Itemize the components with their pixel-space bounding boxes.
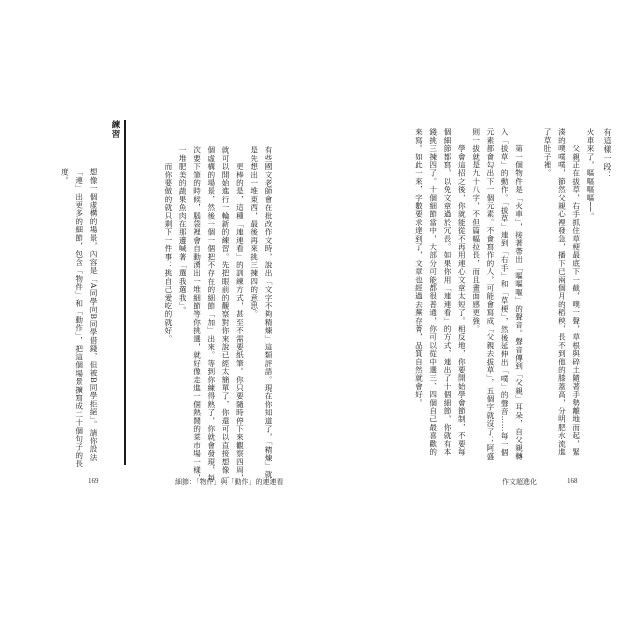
exercise-divider [124, 120, 126, 465]
exercise-text: 想像一個虛構的場景，內容是「A同學向B同學借錢，但被B同學拒絕」。請你設法「連」出更多的細節，包含「物件」和「動作」，把這個場景擴寫成二十個句子的長度。 [60, 168, 98, 468]
left-running-head: 細節：「物件」與「動作」的連連看 [175, 478, 284, 486]
right-page-number: 168 [567, 477, 578, 485]
exercise-heading: 練習 [110, 120, 120, 139]
right-page-lead: 有這樣一段： [603, 128, 612, 180]
left-page-body: 有些國文老師會在批改作文時，說出「文字不夠精煉」這類評語。現在你知道了，「精煉」就是先想出一堆東西，最後再來挑三揀四的意思。 更棒的是，這種「連連看」的訓練方式，甚至不需要紙筆。你只要隨時停下來觀察四周，就可以開始進行一輪新的練習。先把眼前的觀察對你來說已經太簡單了，你還可以直接想像一個虛構的場景，然後一個一個把不存在的細節「加」出來。等到你練得熟了，你就會發現，每次要下筆的時候，腦袋裡會自動湧出一堆細節等你挑選，就好像走進一個熱鬧的菜市場一樣，一堆肥美的蔬果魚肉在那邊喊著「選我選我」。 而你要做的就只剩下一件事：挑自己愛吃的就好。 [163, 146, 273, 483]
left-page-number: 169 [88, 477, 99, 485]
right-page-body: 火車來了，嘔嘔嘔嘔──。 父親正在拔草，右手抓住草梗最底下一截，噗一聲，草根與碎土隨著手勢離地而起，緊湊的噗噗噗，節然父親心裡發急，播下已兩個月的稻秧，長不到他的膝蓋高，分明肥水流進了草肚子裡。 第一個物件是「火車」，接著帶出「嘔嘔嘔」的聲音。聲音傳到「父親」耳朵，自父親轉入「拔草」的動作。「拔草」連到「右手」和「草梗」，然後延伸出「噗」的聲音……每一個元素都會勾出下一個元素。不會寫作的人，可能會寫成「父親去拔草」，五個字就沒了；阿盛則一拔就是九十八字，不但篇幅拉長，而且畫面感更強。 學會這招之後，你就能從不再用連心文章太短了。相反地，你要開始學會節制，不要每個細節都寫，以免文章過於冗長。如果你用「連連看」的方式，連出了十個細節，你就有本錢挑三揀四了。十個細節當中，大部分可能都很普通，你可以從中選三、四個自己最喜歡的來寫。如此一來，字數要求達到了，文章也經過去蕪存菁，品質自然就會好。 [414, 128, 595, 461]
right-running-head: 作文超進化 [502, 478, 537, 486]
